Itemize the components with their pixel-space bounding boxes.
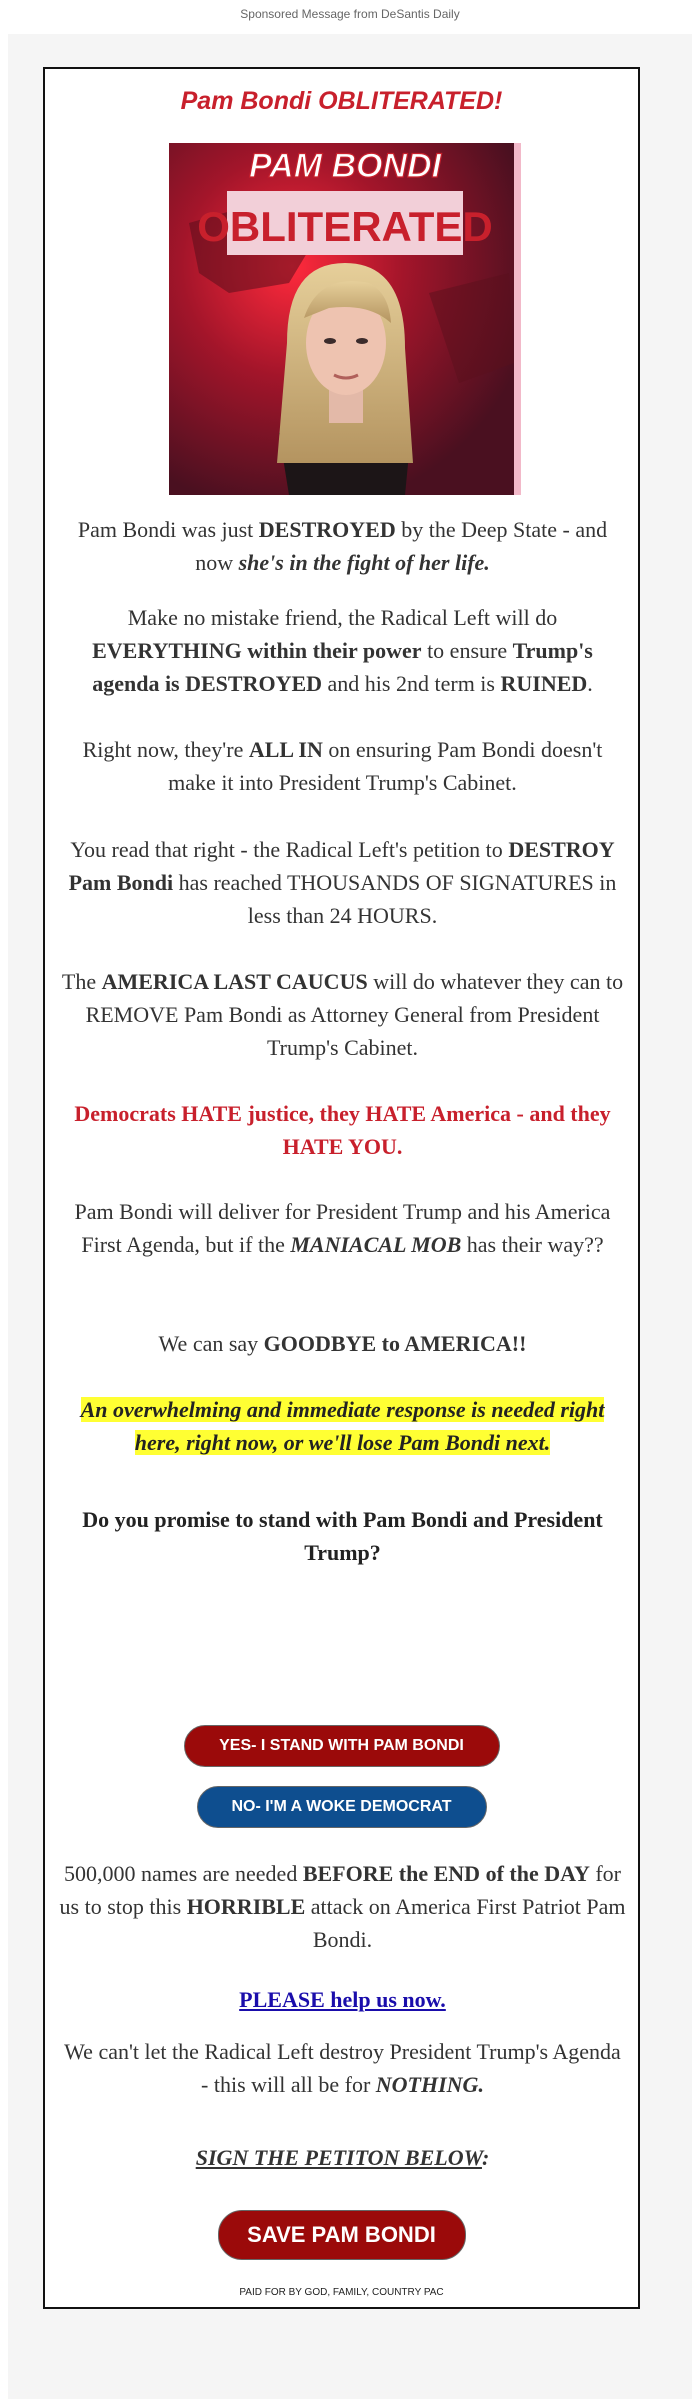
sign-petition-heading: SIGN THE PETITON BELOW: xyxy=(195,2145,490,2170)
hero-title-line1: PAM BONDI xyxy=(248,147,442,185)
paragraph-1: Pam Bondi was just DESTROYED by the Deep State - and now she's in the fight of her life. xyxy=(77,517,608,575)
paragraph-3: Right now, they're ALL IN on ensuring Pam Bondi doesn't make it into President Trump's Cabinet. xyxy=(82,737,603,795)
yes-stand-button[interactable]: YES- I STAND WITH PAM BONDI xyxy=(184,1725,500,1767)
hero-graphic xyxy=(169,143,521,495)
person-illustration xyxy=(277,263,413,495)
paragraph-4: You read that right - the Radical Left's petition to DESTROY Pam Bondi has reached THOUSANDS OF SIGNATURES in less than 24 HOURS. xyxy=(68,837,617,928)
hero-title-line2: OBLITERATED xyxy=(197,203,493,250)
sponsored-preheader: Sponsored Message from DeSantis Daily xyxy=(240,7,460,21)
paragraph-8: We can say GOODBYE to AMERICA!! xyxy=(158,1331,527,1356)
save-pam-bondi-button[interactable]: SAVE PAM BONDI xyxy=(218,2210,466,2260)
email-card xyxy=(43,67,640,2309)
paid-for-footer: PAID FOR BY GOD, FAMILY, COUNTRY PAC xyxy=(239,2287,444,2298)
paragraph-11: We can't let the Radical Left destroy President Trump's Agenda - this will all be for NOTHING. xyxy=(64,2039,621,2097)
headline: Pam Bondi OBLITERATED! xyxy=(180,87,503,115)
no-woke-button[interactable]: NO- I'M A WOKE DEMOCRAT xyxy=(197,1786,487,1828)
help-link-wrap xyxy=(59,1983,626,2016)
paragraph-5: The AMERICA LAST CAUCUS will do whatever they can to REMOVE Pam Bondi as Attorney General from President Trump's Cabinet. xyxy=(61,969,624,1060)
promise-question: Do you promise to stand with Pam Bondi and President Trump? xyxy=(82,1507,603,1565)
paragraph-7: Pam Bondi will deliver for President Trump and his America First Agenda, but if the MANIACAL MOB has their way?? xyxy=(74,1199,611,1257)
hero-image[interactable] xyxy=(169,143,521,495)
paragraph-10: 500,000 names are needed BEFORE the END of the DAY for us to stop this HORRIBLE attack on America First Patriot Pam Bondi. xyxy=(59,1861,626,1952)
paragraph-2: Make no mistake friend, the Radical Left will do EVERYTHING within their power to ensure Trump's agenda is DESTROYED and his 2nd term is RUINED. xyxy=(92,605,593,696)
paragraph-9: An overwhelming and immediate response is needed right here, right now, or we'll lose Pam Bondi next. xyxy=(80,1397,605,1455)
paragraph-6: Democrats HATE justice, they HATE America - and they HATE YOU. xyxy=(74,1101,611,1159)
help-link[interactable]: PLEASE help us now. xyxy=(239,1987,446,2012)
